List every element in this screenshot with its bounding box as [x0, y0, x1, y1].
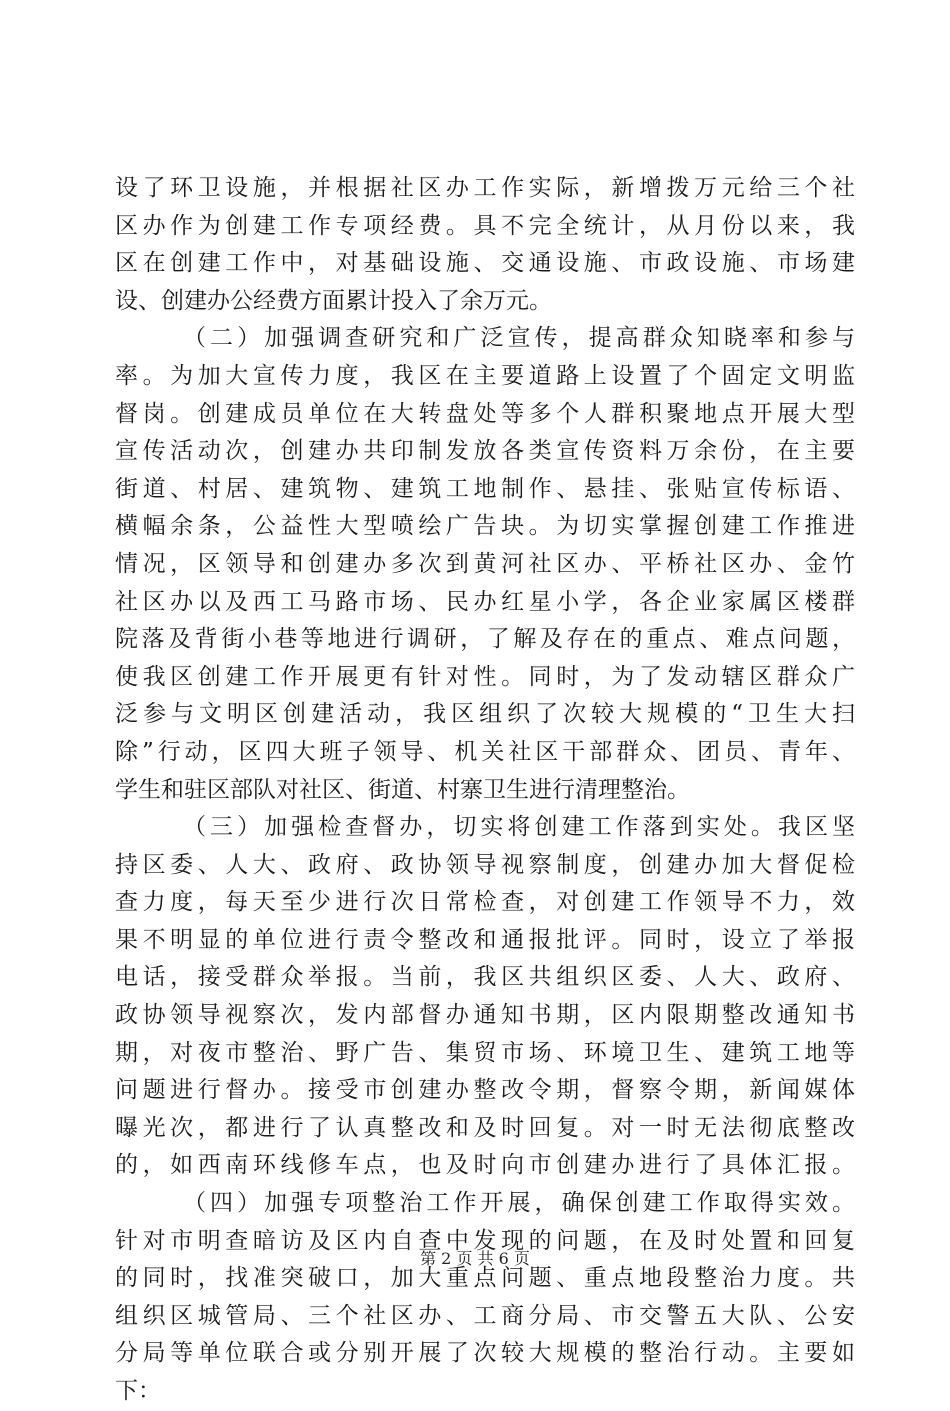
text-line: 学生和驻区部队对社区、街道、村寨卫生进行清理整治。 [115, 776, 690, 803]
text-line: 宣传活动次，创建办共印制发放各类宣传资料万余份，在主要 [115, 438, 855, 465]
text-line: 设了环卫设施，并根据社区办工作实际，新增拨万元给三个社 [115, 175, 855, 201]
text-line: 设、创建办公经费方面累计投入了余万元。 [115, 287, 552, 314]
paragraph-first-line: （四）加强专项整治工作开展，确保创建工作取得实效。 [183, 1190, 855, 1217]
text-line: 督岗。创建成员单位在大转盘处等多个人群积聚地点开展大型 [115, 400, 855, 427]
text-line: 的，如西南环线修车点，也及时向市创建办进行了具体汇报。 [115, 1152, 855, 1179]
text-line: 院落及背街小巷等地进行调研，了解及存在的重点、难点问题， [115, 626, 855, 653]
text-line: 下： [115, 1378, 161, 1404]
page-footer: 第 2 页 共 6 页 [420, 1249, 530, 1268]
text-line: 横幅余条，公益性大型喷绘广告块。为切实掌握创建工作推进 [115, 513, 855, 540]
text-line: 持区委、人大、政府、政协领导视察制度，创建办加大督促检 [115, 851, 855, 878]
text-line: 问题进行督办。接受市创建办整改令期，督察令期，新闻媒体 [115, 1077, 855, 1104]
text-line: 使我区创建工作开展更有针对性。同时，为了发动辖区群众广 [115, 663, 855, 690]
paragraph-first-line: （二）加强调查研究和广泛宣传，提高群众知晓率和参与 [183, 325, 855, 352]
text-line: 情况，区领导和创建办多次到黄河社区办、平桥社区办、金竹 [115, 550, 855, 577]
text-line: 率。为加大宣传力度，我区在主要道路上设置了个固定文明监 [115, 362, 855, 389]
text-line: 查力度，每天至少进行次日常检查，对创建工作领导不力，效 [115, 889, 855, 916]
text-line: 期，对夜市整治、野广告、集贸市场、环境卫生、建筑工地等 [115, 1039, 855, 1066]
text-line: 果不明显的单位进行责令整改和通报批评。同时，设立了举报 [115, 926, 855, 953]
document-body [115, 170, 855, 1411]
text-line: 街道、村居、建筑物、建筑工地制作、悬挂、张贴宣传标语、 [115, 475, 855, 502]
text-line: 政协领导视察次，发内部督办通知书期，区内限期整改通知书 [115, 1002, 855, 1029]
paragraph-first-line: （三）加强检查督办，切实将创建工作落到实处。我区坚 [183, 814, 855, 841]
text-line: 的同时，找准突破口，加大重点问题、重点地段整治力度。共 [115, 1265, 855, 1292]
text-line: 曝光次，都进行了认真整改和及时回复。对一时无法彻底整改 [115, 1114, 855, 1141]
text-line: 泛参与文明区创建活动，我区组织了次较大规模的“卫生大扫 [115, 701, 855, 728]
text-line: 区办作为创建工作专项经费。具不完全统计，从月份以来，我 [115, 212, 855, 239]
text-line: 除”行动，区四大班子领导、机关社区干部群众、团员、青年、 [115, 738, 855, 765]
text-line: 分局等单位联合或分别开展了次较大规模的整治行动。主要如 [115, 1340, 855, 1367]
text-line: 区在创建工作中，对基础设施、交通设施、市政设施、市场建 [115, 250, 855, 277]
text-line: 组织区城管局、三个社区办、工商分局、市交警五大队、公安 [115, 1302, 855, 1329]
text-line: 社区办以及西工马路市场、民办红星小学，各企业家属区楼群 [115, 588, 855, 615]
text-line: 针对市明查暗访及区内自查中发现的问题，在及时处置和回复 [115, 1227, 855, 1254]
text-line: 电话，接受群众举报。当前，我区共组织区委、人大、政府、 [115, 964, 855, 991]
